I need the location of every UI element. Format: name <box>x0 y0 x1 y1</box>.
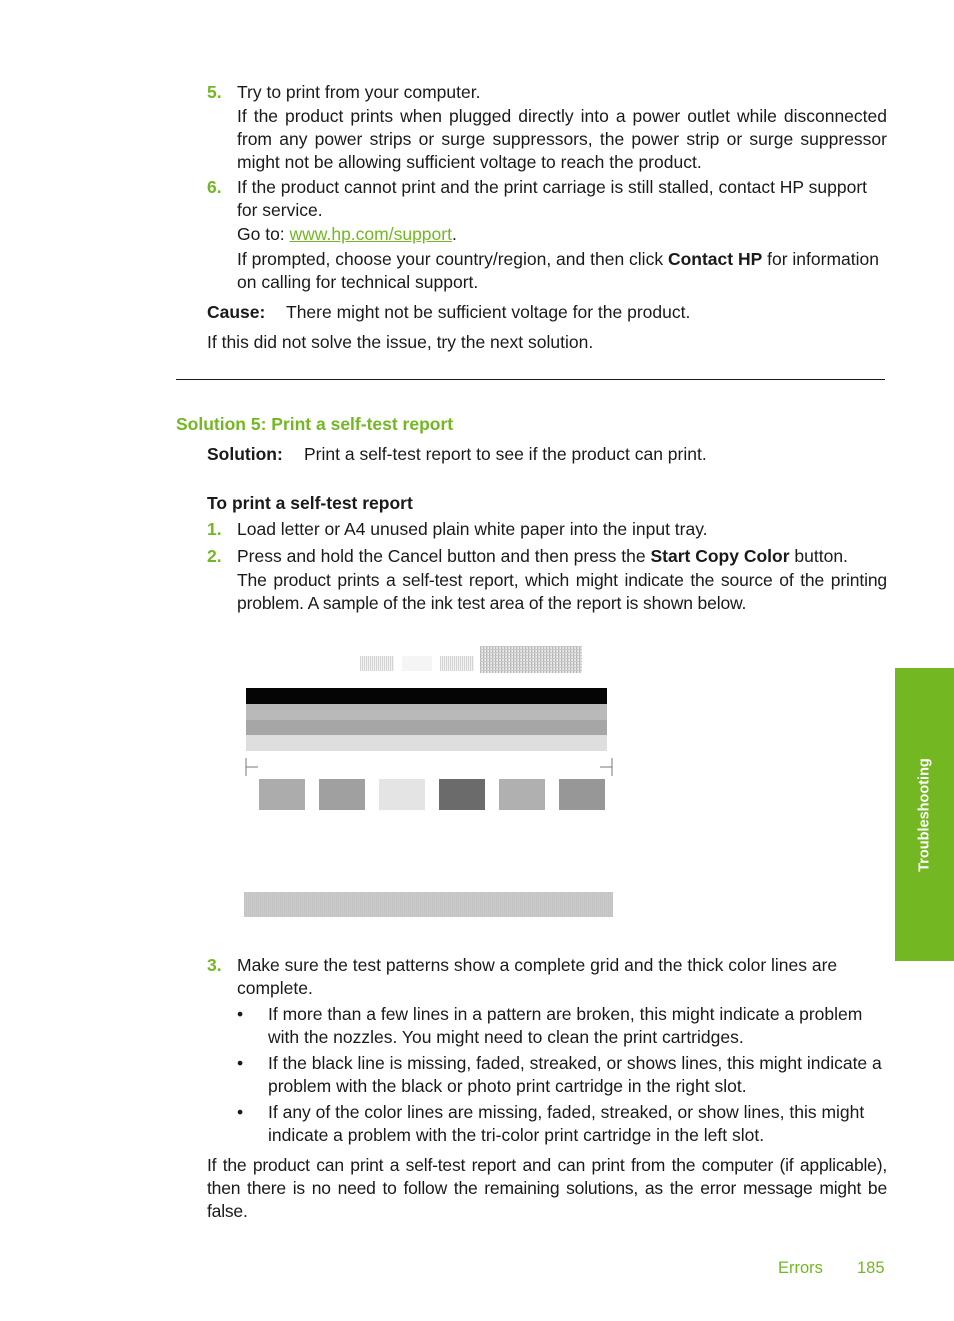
solution-text: Print a self-test report to see if the product can print. <box>304 444 707 464</box>
cause-label <box>207 301 265 324</box>
step-text: Make sure the test patterns show a complete grid and the thick color lines are complete. <box>237 955 838 998</box>
goto-line <box>237 223 887 246</box>
solution-label <box>207 443 283 466</box>
color-blocks <box>259 779 605 810</box>
black-line <box>246 688 607 704</box>
step-text: Load letter or A4 unused plain white paper into the input tray. <box>237 519 708 539</box>
bullet-text: If more than a few lines in a pattern are broken, this might indicate a problem with the nozzles. You might need to clean the print cartridges. <box>268 1004 863 1047</box>
step2-prefix: Press and hold the Cancel button and then press the <box>237 546 651 566</box>
gray-line-1 <box>246 704 607 720</box>
step2-suffix: button. <box>789 546 848 566</box>
goto-prefix: Go to: <box>237 224 290 244</box>
bullet-marker: • <box>237 1053 244 1073</box>
step-number: 2. <box>207 546 222 566</box>
conclusion-text: If the product can print a self-test report and can print from the computer (if applicable), then there is no need to follow the remaining solutions, as the error message might be false. <box>207 1155 887 1221</box>
prompt-prefix: If prompted, choose your country/region, and then click <box>237 249 668 269</box>
bullet-text: If the black line is missing, faded, streaked, or shows lines, this might indicate a problem with the black or photo print cartridge in the right slot. <box>268 1053 882 1096</box>
solution-label-text: Solution: <box>207 444 283 464</box>
step-text: If the product cannot print and the print carriage is still stalled, contact HP support for service. <box>237 177 868 220</box>
gray-line-2 <box>246 720 607 735</box>
support-link[interactable]: www.hp.com/support <box>289 224 452 244</box>
step-number: 3. <box>207 955 222 975</box>
self-test-report-sample <box>240 640 620 925</box>
step-number: 6. <box>207 177 222 197</box>
step-text <box>237 545 887 568</box>
bullet-marker: • <box>237 1102 244 1122</box>
bullet-text: If any of the color lines are missing, faded, streaked, or show lines, this might indicate a problem with the tri-color print cartridge in the left slot. <box>268 1102 865 1145</box>
bullet-marker: • <box>237 1004 244 1024</box>
step-text: Try to print from your computer. <box>237 82 481 102</box>
gray-line-3 <box>246 735 607 751</box>
step-detail: If the product prints when plugged directly into a power outlet while disconnected from any power strips or surge suppressors, the power strip or surge suppressor might not be allowing sufficient voltage to reach the product. <box>237 106 887 172</box>
procedure-title: To print a self-test report <box>207 493 413 513</box>
section-heading: Solution 5: Print a self-test report <box>176 414 454 434</box>
contact-hp-label: Contact HP <box>667 249 763 269</box>
start-copy-color-label: Start Copy Color <box>650 546 790 566</box>
troubleshooting-side-tab <box>895 668 954 961</box>
cause-text: There might not be sufficient voltage for the product. <box>286 302 691 322</box>
next-solution-text: If this did not solve the issue, try the next solution. <box>207 332 594 352</box>
cause-label-text: Cause: <box>207 302 266 322</box>
step-detail: The product prints a self-test report, which might indicate the source of the printing problem. A sample of the ink test area of the report is shown below. <box>237 570 887 613</box>
step-number: 1. <box>207 519 222 539</box>
step-number: 5. <box>207 82 222 102</box>
prompt-suffix: for information on calling for technical support. <box>237 249 879 292</box>
section-divider <box>176 379 885 380</box>
goto-suffix: . <box>451 224 457 244</box>
side-tab-label: Troubleshooting <box>916 757 932 872</box>
page-number: 185 <box>857 1259 885 1277</box>
prompt-text <box>237 248 887 294</box>
nozzle-test-patterns <box>360 646 582 673</box>
alignment-marks <box>246 758 612 776</box>
footer-section: Errors <box>778 1259 823 1277</box>
